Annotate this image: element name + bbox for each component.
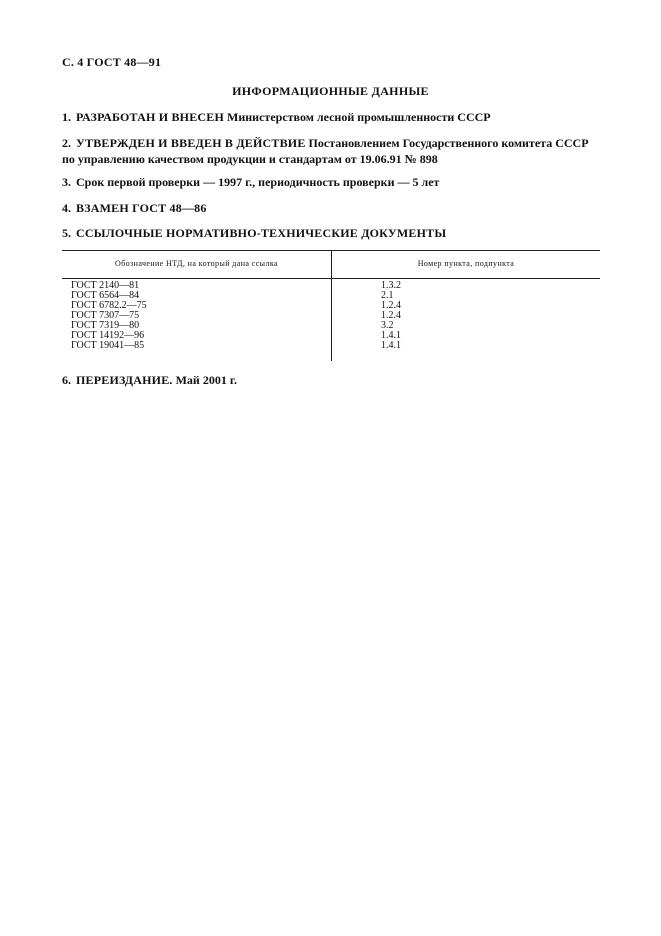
item-number: 6. bbox=[62, 373, 71, 387]
item-text: Министерством лесной промышленности СССР bbox=[227, 110, 491, 124]
item-lead: ССЫЛОЧНЫЕ НОРМАТИВНО-ТЕХНИЧЕСКИЕ ДОКУМЕНТЫ bbox=[76, 226, 447, 240]
item-lead: УТВЕРЖДЕН И ВВЕДЕН В ДЕЙСТВИЕ bbox=[76, 136, 306, 150]
table-cell-document: ГОСТ 7307—75 bbox=[71, 310, 140, 321]
info-item-4 bbox=[62, 200, 602, 216]
item-text: Срок первой проверки — 1997 г., периодичность проверки — 5 лет bbox=[76, 175, 440, 189]
item-number: 5. bbox=[62, 226, 71, 240]
table-header-clause: Номер пункта, подпункта bbox=[417, 259, 515, 268]
table-header-document: Обозначение НТД, на который дана ссылка bbox=[115, 259, 278, 268]
table-column-documents bbox=[71, 281, 147, 351]
table-cell-clause: 1.2.4 bbox=[381, 310, 401, 321]
item-text: Май 2001 г. bbox=[175, 373, 237, 387]
table-column-clauses bbox=[381, 281, 401, 351]
item-number: 4. bbox=[62, 201, 71, 215]
item-lead: ПЕРЕИЗДАНИЕ. bbox=[76, 373, 173, 387]
item-number: 2. bbox=[62, 136, 71, 150]
item-number: 1. bbox=[62, 110, 71, 124]
page-header: С. 4 ГОСТ 48—91 bbox=[62, 55, 162, 69]
info-item-5 bbox=[62, 225, 602, 241]
item-lead: ВЗАМЕН ГОСТ 48—86 bbox=[76, 201, 207, 215]
table-cell-clause: 1.4.1 bbox=[381, 330, 401, 341]
table-cell-clause: 1.4.1 bbox=[381, 340, 401, 351]
info-item-2 bbox=[62, 135, 602, 167]
section-title: ИНФОРМАЦИОННЫЕ ДАННЫЕ bbox=[232, 84, 429, 98]
info-item-1 bbox=[62, 109, 602, 125]
table-cell-document: ГОСТ 6782.2—75 bbox=[71, 300, 147, 311]
item-text: Постановлением Государственного комитета СССР по управлению качеством продукции и стандартам от 19.06.91 № 898 bbox=[62, 136, 589, 166]
table-cell-document: ГОСТ 14192—96 bbox=[71, 330, 145, 341]
table-cell-document: ГОСТ 19041—85 bbox=[71, 340, 145, 351]
table-cell-clause: 1.3.2 bbox=[381, 280, 401, 291]
table-cell-clause: 1.2.4 bbox=[381, 300, 401, 311]
table-cell-clause: 2.1 bbox=[381, 290, 394, 301]
table-cell-document: ГОСТ 2140—81 bbox=[71, 280, 140, 291]
info-item-3 bbox=[62, 174, 602, 190]
info-item-6 bbox=[62, 372, 602, 388]
table-cell-clause: 3.2 bbox=[381, 320, 394, 331]
item-lead: РАЗРАБОТАН И ВНЕСЕН bbox=[76, 110, 225, 124]
table-cell-document: ГОСТ 7319—80 bbox=[71, 320, 140, 331]
table-cell-document: ГОСТ 6564—84 bbox=[71, 290, 140, 301]
item-number: 3. bbox=[62, 175, 71, 189]
